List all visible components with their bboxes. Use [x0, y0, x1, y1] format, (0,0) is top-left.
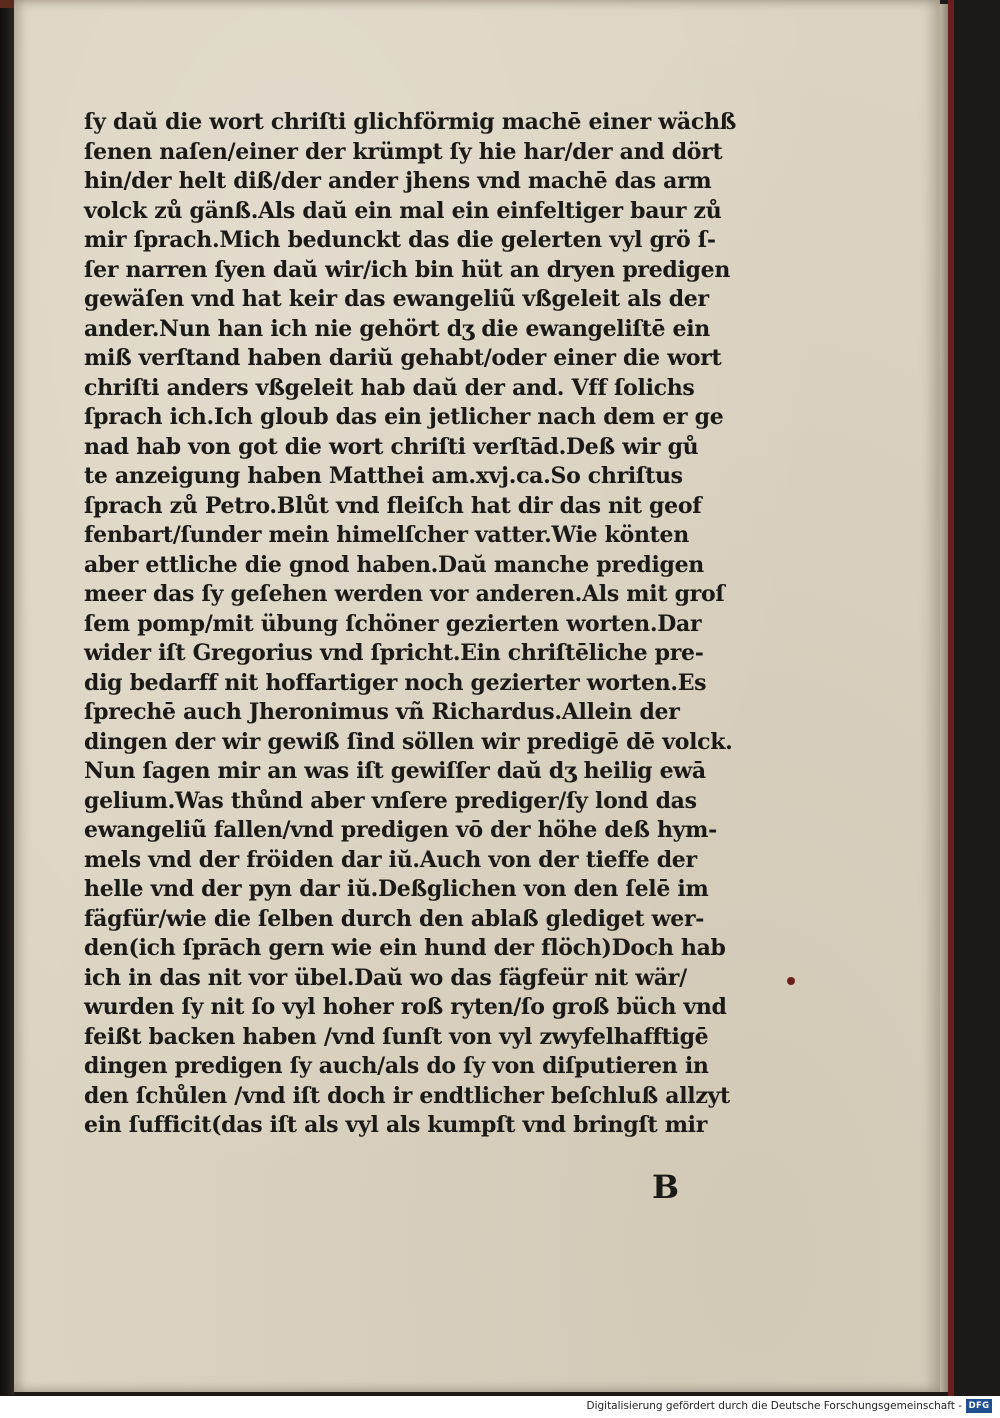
text-line: volck zů gänß.Als daŭ ein mal ein einfeltiger baur zů: [84, 197, 722, 224]
text-line: dingen predigen ſy auch/als do ſy von diſputieren in: [84, 1053, 709, 1079]
signature-mark: B: [652, 1168, 680, 1206]
text-line: ſer narren ſyen daŭ wir/ich bin hüt an dryen predigen: [84, 256, 731, 283]
text-line: mir ſprach.Mich bedunckt das die gelerten vyl grö ſ-: [84, 227, 716, 253]
text-line: ander.Nun han ich nie gehört dʒ die ewangeliſtē ein: [84, 315, 710, 342]
book-binding: [0, 0, 14, 1395]
text-line: nad hab von got die wort chriſti verſtād.Deß wir gů: [84, 433, 699, 460]
text-line: feißt backen haben /vnd ſunſt von vyl zwyfelhafftigē: [84, 1023, 709, 1050]
text-line: aber ettliche die gnod haben.Daŭ manche predigen: [84, 551, 704, 578]
margin-mark: [787, 977, 795, 985]
text-line: ſenen naſen/einer der krümpt ſy hie har/der and dört: [84, 138, 723, 165]
text-line: hin/der helt diß/der ander jhens vnd machē das arm: [84, 168, 712, 194]
text-line: gewäſen vnd hat keir das ewangeliũ vßgeleit als der: [84, 286, 709, 312]
text-line: wider iſt Gregorius vnd ſpricht.Ein chriſtēliche pre-: [84, 640, 704, 666]
red-cover-edge: [948, 0, 954, 1400]
text-line: chriſti anders vßgeleit hab daŭ der and. Vff ſolichs: [84, 374, 695, 401]
text-line: ewangeliũ fallen/vnd predigen vō der höhe deß hym-: [84, 817, 717, 843]
text-line: ein ſufficit(das iſt als vyl als kumpſt vnd bringſt mir: [84, 1112, 708, 1138]
text-line: meer das ſy geſehen werden vor anderen.Als mit groſ: [84, 581, 725, 607]
text-line: ſprach ich.Ich gloub das ein jetlicher nach dem er ge: [84, 404, 724, 430]
text-line: den ſchůlen /vnd iſt doch ir endtlicher beſchluß allzyt: [84, 1082, 730, 1109]
text-line: fägfür/wie die ſelben durch den ablaß glediget wer-: [84, 905, 705, 932]
text-line: miß verſtand haben dariŭ gehabt/oder einer die wort: [84, 345, 722, 371]
page-edge: [940, 4, 948, 1392]
text-line: dingen der wir gewiß ſind söllen wir predigē dē volck.: [84, 728, 733, 755]
text-line: Nun ſagen mir an was iſt gewiſſer daŭ dʒ heilig ewā: [84, 758, 706, 784]
page-text: [84, 108, 784, 1141]
text-line: gelium.Was thůnd aber vnſere prediger/ſy lond das: [84, 787, 697, 814]
text-line: ſprach zů Petro.Blůt vnd fleiſch hat dir das nit geof: [84, 492, 702, 519]
text-line: ich in das nit vor übel.Daŭ wo das fägfeür nit wär/: [84, 964, 687, 991]
text-line: wurden ſy nit ſo vyl hoher roß ryten/ſo groß büch vnd: [84, 994, 727, 1020]
text-line: te anzeigung haben Matthei am.xvj.ca.So chriſtus: [84, 463, 683, 489]
text-line: ſy daŭ die wort chriſti glichförmig machē einer wächß: [84, 109, 737, 135]
text-line: den(ich ſprāch gern wie ein hund der flöch)Doch hab: [84, 935, 726, 961]
text-line: mels vnd der fröiden dar iŭ.Auch von der tieffe der: [84, 846, 697, 873]
text-line: ſem pomp/mit übung ſchöner gezierten worten.Dar: [84, 610, 702, 637]
funding-credit: Digitalisierung gefördert durch die Deutsche Forschungsgemeinschaft -: [586, 1400, 962, 1412]
text-line: ſprechē auch Jheronimus vñ Richardus.Allein der: [84, 699, 680, 725]
dfg-logo: DFG: [966, 1399, 992, 1413]
text-line: fenbart/ſunder mein himelſcher vatter.Wie könten: [84, 522, 689, 548]
text-line: dig bedarff nit hoffartiger noch gezierter worten.Es: [84, 669, 707, 696]
text-line: helle vnd der pyn dar iŭ.Deßglichen von den ſelē im: [84, 876, 709, 902]
